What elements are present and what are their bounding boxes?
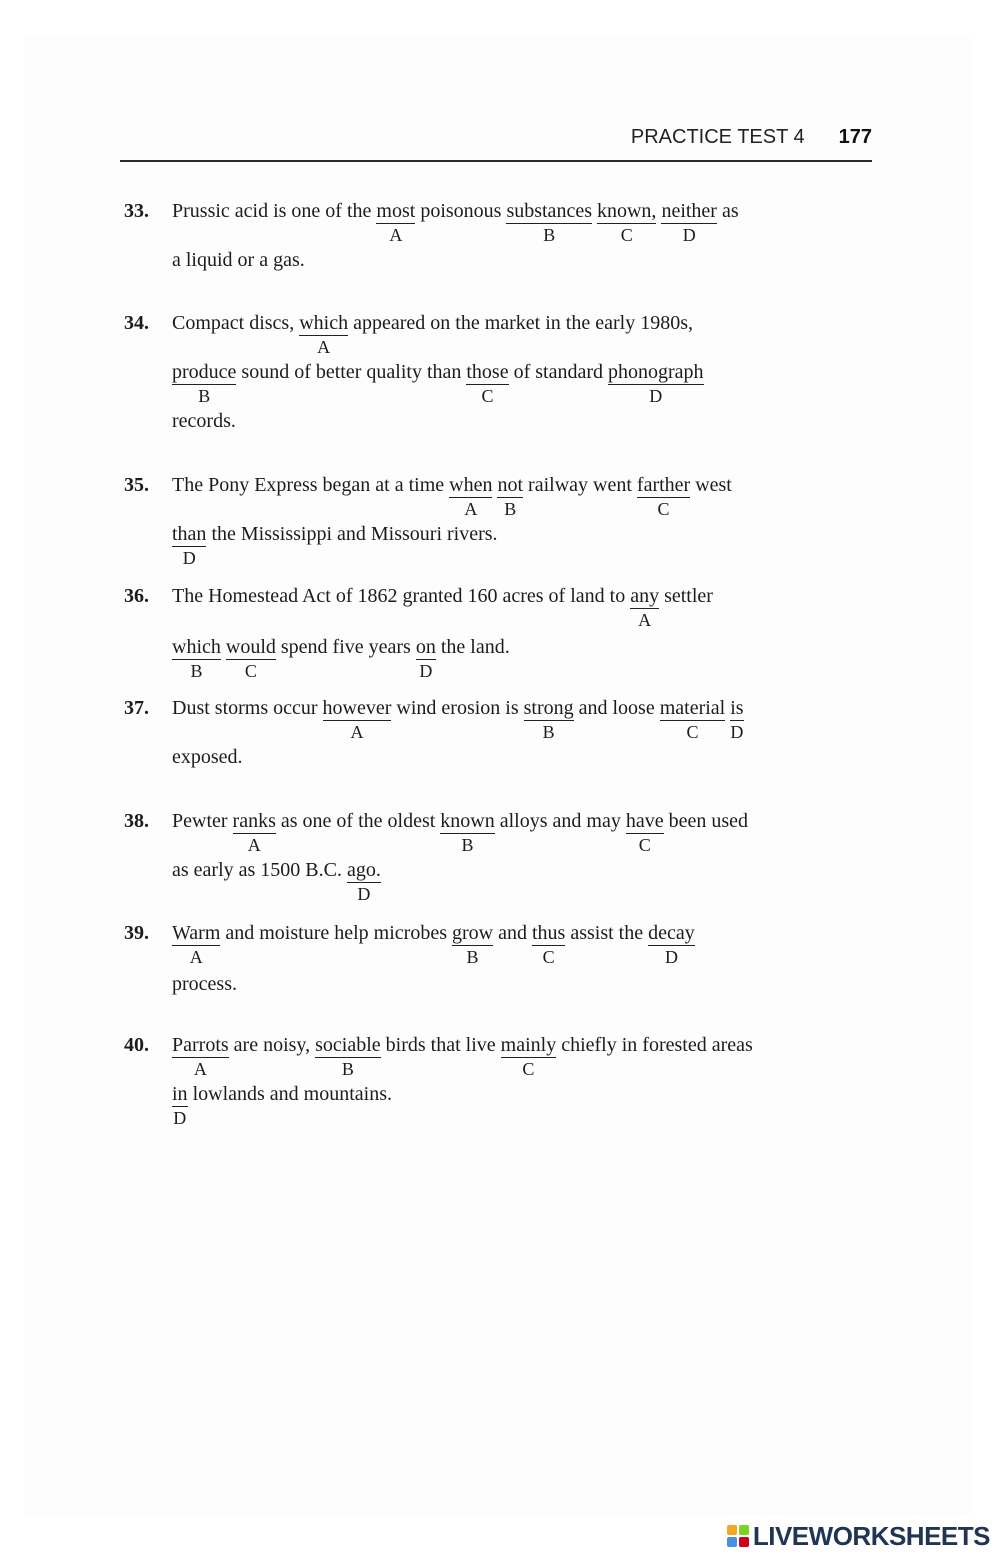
text-segment: birds that live [380,1034,501,1056]
text-segment: The Pony Express began at a time [172,474,450,496]
option-d[interactable] [415,635,436,681]
text-segment: and moisture help microbes [220,922,452,944]
option-text: Parrots [172,1034,229,1056]
option-text: known, [596,200,657,222]
header-title: PRACTICE TEST 4 [630,126,805,148]
option-letter: C [657,499,670,519]
question-line [172,971,237,997]
question-line [172,1081,392,1128]
text-segment: been used [663,810,749,832]
option-text: ago. [346,859,381,881]
question-line [172,920,695,967]
text-segment: exposed. [172,746,243,768]
option-text: any [630,585,660,607]
text-segment: the Mississippi and Missouri rivers. [206,523,498,545]
text-segment: assist the [565,922,649,944]
question-line [172,634,510,681]
option-letter: D [182,548,196,568]
option-text: in [172,1083,188,1105]
text-segment: are noisy, [228,1034,316,1056]
page-background [24,36,972,1516]
option-letter: A [317,337,331,357]
option-d[interactable] [172,522,207,568]
question-line [172,744,243,770]
option-d[interactable] [172,1082,188,1128]
page-number: 177 [838,126,872,148]
question-line [172,857,381,904]
option-a[interactable] [172,921,221,967]
text-segment: a liquid or a gas. [172,249,305,271]
option-text: substances [506,200,592,222]
question-number: 38. [124,810,149,832]
option-text: have [625,810,664,832]
option-letter: C [686,722,699,742]
option-a[interactable] [232,809,276,855]
text-segment: of standard [508,361,609,383]
option-d[interactable] [661,199,717,245]
option-text: is [730,697,744,719]
question-number: 36. [124,585,149,607]
logo-square-icon [727,1525,737,1535]
option-text: thus [532,922,566,944]
option-c[interactable] [466,360,509,406]
option-letter: B [190,661,203,681]
text-segment: spend five years [275,636,416,658]
text-segment: as [716,200,739,222]
option-letter: A [350,722,364,742]
option-letter: B [466,947,479,967]
option-c[interactable] [532,921,566,967]
option-letter: B [543,225,556,245]
question-number: 35. [124,474,149,496]
option-text: would [225,636,276,658]
option-text: sociable [315,1034,381,1056]
option-text: most [376,200,416,222]
option-letter: A [247,835,261,855]
option-letter: C [522,1059,535,1079]
option-a[interactable] [322,696,392,742]
option-text: when [449,474,493,496]
option-letter: D [649,386,663,406]
question-number: 37. [124,697,149,719]
option-text: ranks [232,810,276,832]
text-segment: Compact discs, [172,312,300,334]
text-segment: chiefly in forested areas [556,1034,753,1056]
liveworksheets-logo [727,1520,990,1552]
option-letter: B [504,499,517,519]
text-segment: and [493,922,532,944]
text-segment: records. [172,410,236,432]
question-line [172,583,713,630]
question-number: 39. [124,922,149,944]
option-b[interactable] [523,696,574,742]
option-text: which [172,636,221,658]
option-text: phonograph [608,361,704,383]
option-letter: D [664,947,678,967]
text-segment: as one of the oldest [275,810,441,832]
text-segment: process. [172,973,237,995]
page-header [120,126,872,162]
option-d[interactable] [730,696,744,742]
option-letter: D [682,225,696,245]
option-letter: A [638,610,652,630]
option-text: mainly [500,1034,557,1056]
logo-square-icon [739,1525,749,1535]
option-text: strong [523,697,574,719]
text-segment: west [690,474,732,496]
text-segment: settler [659,585,713,607]
text-segment: Pewter [172,810,233,832]
option-letter: D [357,884,371,904]
option-letter: D [730,722,744,742]
option-c[interactable] [625,809,664,855]
text-segment: the land. [435,636,510,658]
text-segment: The Homestead Act of 1862 granted 160 acres of land to [172,585,631,607]
option-text: grow [452,922,494,944]
option-a[interactable] [376,199,416,245]
text-segment: and loose [573,697,660,719]
option-b[interactable] [506,199,592,245]
option-text: decay [648,922,695,944]
option-letter: B [198,386,211,406]
question-line [172,359,704,406]
text-segment: appeared on the market in the early 1980s, [348,312,693,334]
option-text: not [497,474,524,496]
option-c[interactable] [500,1033,557,1079]
option-text: produce [172,361,237,383]
option-text: than [172,523,207,545]
option-d[interactable] [346,858,381,904]
option-letter: C [542,947,555,967]
option-letter: D [419,661,433,681]
option-c[interactable] [659,696,726,742]
option-a[interactable] [172,1033,229,1079]
option-text: which [299,312,349,334]
question-line [172,198,739,245]
option-d[interactable] [608,360,704,406]
option-text: Warm [172,922,221,944]
text-segment: poisonous [415,200,507,222]
logo-square-icon [727,1537,737,1547]
option-b[interactable] [440,809,495,855]
option-text: material [659,697,726,719]
option-letter: B [461,835,474,855]
option-c[interactable] [596,199,657,245]
option-b[interactable] [172,360,237,406]
option-letter: C [481,386,494,406]
text-segment: sound of better quality than [236,361,467,383]
question-line [172,247,305,273]
question-line [172,695,744,742]
option-letter: B [542,722,555,742]
option-text: farther [636,474,691,496]
option-letter: D [173,1108,187,1128]
option-letter: A [389,225,403,245]
option-c[interactable] [636,473,691,519]
text-segment: Prussic acid is one of the [172,200,377,222]
option-letter: A [189,947,203,967]
option-a[interactable] [299,311,349,357]
text-segment: railway went [523,474,637,496]
option-text: those [466,361,509,383]
option-letter: C [620,225,633,245]
question-line [172,310,693,357]
question-line [172,408,236,434]
option-letter: C [638,835,651,855]
option-letter: A [464,499,478,519]
option-text: on [415,636,436,658]
question-line [172,472,732,519]
question-number: 33. [124,200,149,222]
option-a[interactable] [449,473,493,519]
option-a[interactable] [630,584,660,630]
text-segment: Dust storms occur [172,697,323,719]
option-text: however [322,697,392,719]
logo-square-icon [739,1537,749,1547]
text-segment: wind erosion is [391,697,524,719]
logo-grid-icon [727,1525,749,1547]
question-line [172,521,498,568]
text-segment: alloys and may [494,810,626,832]
option-b[interactable] [497,473,524,519]
option-text: neither [661,200,717,222]
option-letter: C [244,661,257,681]
option-b[interactable] [315,1033,381,1079]
question-line [172,808,749,855]
logo-text: LIVEWORKSHEETS [752,1520,990,1551]
text-segment: as early as 1500 B.C. [172,859,347,881]
option-text: known [440,810,495,832]
option-letter: B [341,1059,354,1079]
question-line [172,1032,753,1079]
question-number: 40. [124,1034,149,1056]
option-d[interactable] [648,921,695,967]
question-number: 34. [124,312,149,334]
option-c[interactable] [225,635,276,681]
text-segment: lowlands and mountains. [187,1083,392,1105]
option-letter: A [193,1059,207,1079]
option-b[interactable] [452,921,494,967]
option-b[interactable] [172,635,221,681]
